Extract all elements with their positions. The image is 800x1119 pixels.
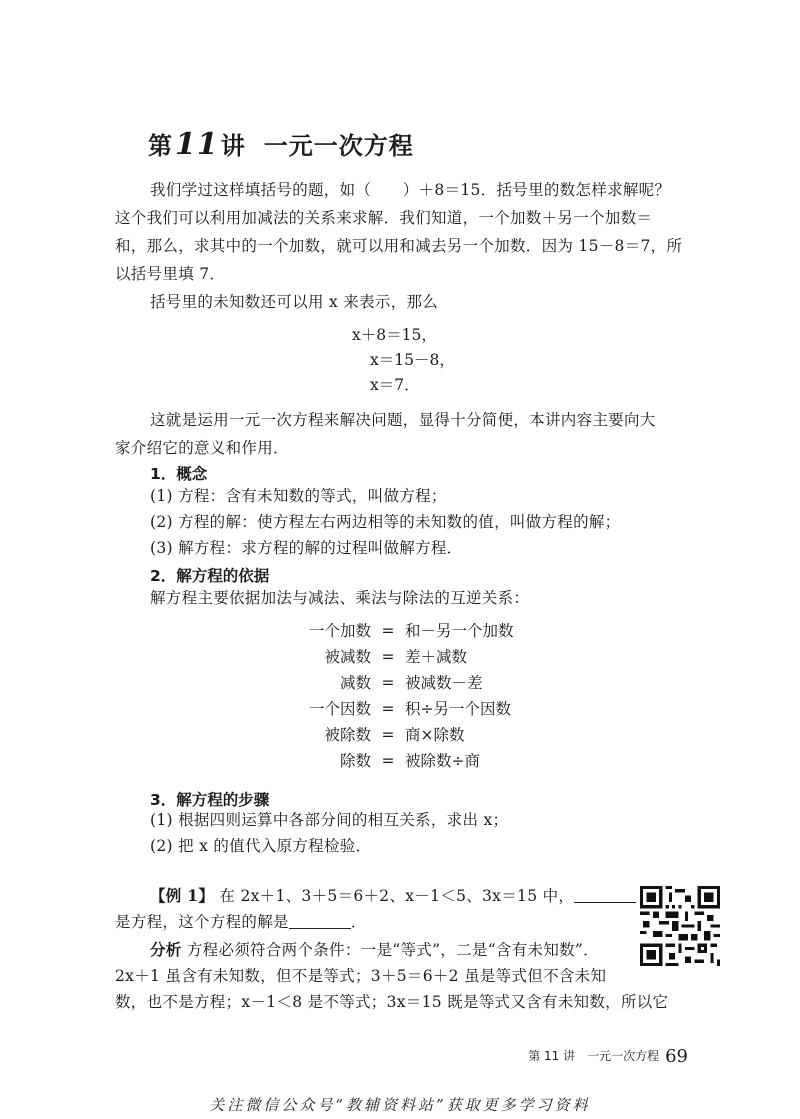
relation-row: 一个加数 = 和－另一个加数 bbox=[308, 622, 514, 640]
intro-line-3: 和，那么，求其中的一个加数，就可以用和减去另一个加数．因为 15－8＝7，所 bbox=[115, 237, 683, 255]
intro-line-2: 这个我们可以利用加减法的关系来求解．我们知道，一个加数＋另一个加数＝ bbox=[115, 209, 653, 227]
example-line-2: 是方程，这个方程的解是 ． bbox=[115, 913, 367, 931]
section-heading: 1．概念 bbox=[150, 465, 208, 483]
analysis-label: 分析 bbox=[150, 940, 182, 959]
intro-line-5: 括号里的未知数还可以用 x 来表示，那么 bbox=[150, 293, 439, 311]
summary-line-1: 这就是运用一元一次方程来解决问题，显得十分简便，本讲内容主要向大 bbox=[150, 411, 656, 429]
concept-item: (3) 解方程：求方程的解的过程叫做解方程． bbox=[150, 539, 463, 557]
summary-line-2: 家介绍它的意义和作用． bbox=[115, 439, 289, 457]
step-item: (1) 根据四则运算中各部分间的相互关系，求出 x； bbox=[150, 811, 509, 829]
concept-item: (2) 方程的解：使方程左右两边相等的未知数的值，叫做方程的解； bbox=[150, 513, 621, 531]
intro-line-1: 我们学过这样填括号的题，如（ ）＋8＝15．括号里的数怎样求解呢？ bbox=[150, 181, 671, 199]
section-heading: 3．解方程的步骤 bbox=[150, 791, 270, 809]
answer-blank[interactable] bbox=[289, 912, 351, 929]
relation-row: 减数 = 被减数－差 bbox=[339, 674, 483, 692]
section-intro: 解方程主要依据加法与减法、乘法与除法的互逆关系： bbox=[150, 589, 530, 607]
analysis-line-2: 2x＋1 虽含有未知数，但不是等式；3＋5＝6＋2 虽是等式但不含未知 bbox=[115, 967, 607, 985]
relation-row: 被减数 = 差＋减数 bbox=[324, 648, 468, 666]
step-item: (2) 把 x 的值代入原方程检验． bbox=[150, 837, 372, 855]
intro-line-4: 以括号里填 7． bbox=[115, 265, 226, 283]
page-number: 69 bbox=[665, 1046, 688, 1067]
relation-row: 除数 = 被除数÷商 bbox=[339, 752, 480, 770]
section-heading: 2．解方程的依据 bbox=[150, 567, 270, 585]
analysis-line-1: 分析 方程必须符合两个条件：一是“等式”，二是“含有未知数”． bbox=[150, 940, 599, 959]
equation-line: x＝7． bbox=[370, 376, 420, 394]
watermark: 关注微信公众号“教辅资料站”获取更多学习资料 bbox=[209, 1096, 591, 1114]
relation-row: 被除数 = 商×除数 bbox=[324, 726, 465, 744]
analysis-line-3: 数，也不是方程；x－1＜8 是不等式；3x＝15 既是等式又含有未知数，所以它 bbox=[115, 993, 669, 1011]
example-line-1: 【例 1】 在 2x＋1、3＋5＝6＋2、x－1＜5、3x＝15 中， bbox=[150, 882, 730, 910]
answer-blank[interactable] bbox=[574, 886, 636, 903]
qr-code-icon[interactable] bbox=[640, 886, 720, 966]
page-footer: 第 11 讲 一元一次方程 69 bbox=[528, 1046, 688, 1067]
equation-line: x＋8＝15， bbox=[352, 326, 437, 344]
relation-row: 一个因数 = 积÷另一个因数 bbox=[308, 700, 511, 718]
equation-line: x＝15－8， bbox=[370, 351, 455, 369]
example-label: 【例 1】 bbox=[150, 886, 215, 905]
concept-item: (1) 方程：含有未知数的等式，叫做方程； bbox=[150, 487, 447, 505]
page-title: 第11讲 一元一次方程 bbox=[148, 127, 414, 162]
